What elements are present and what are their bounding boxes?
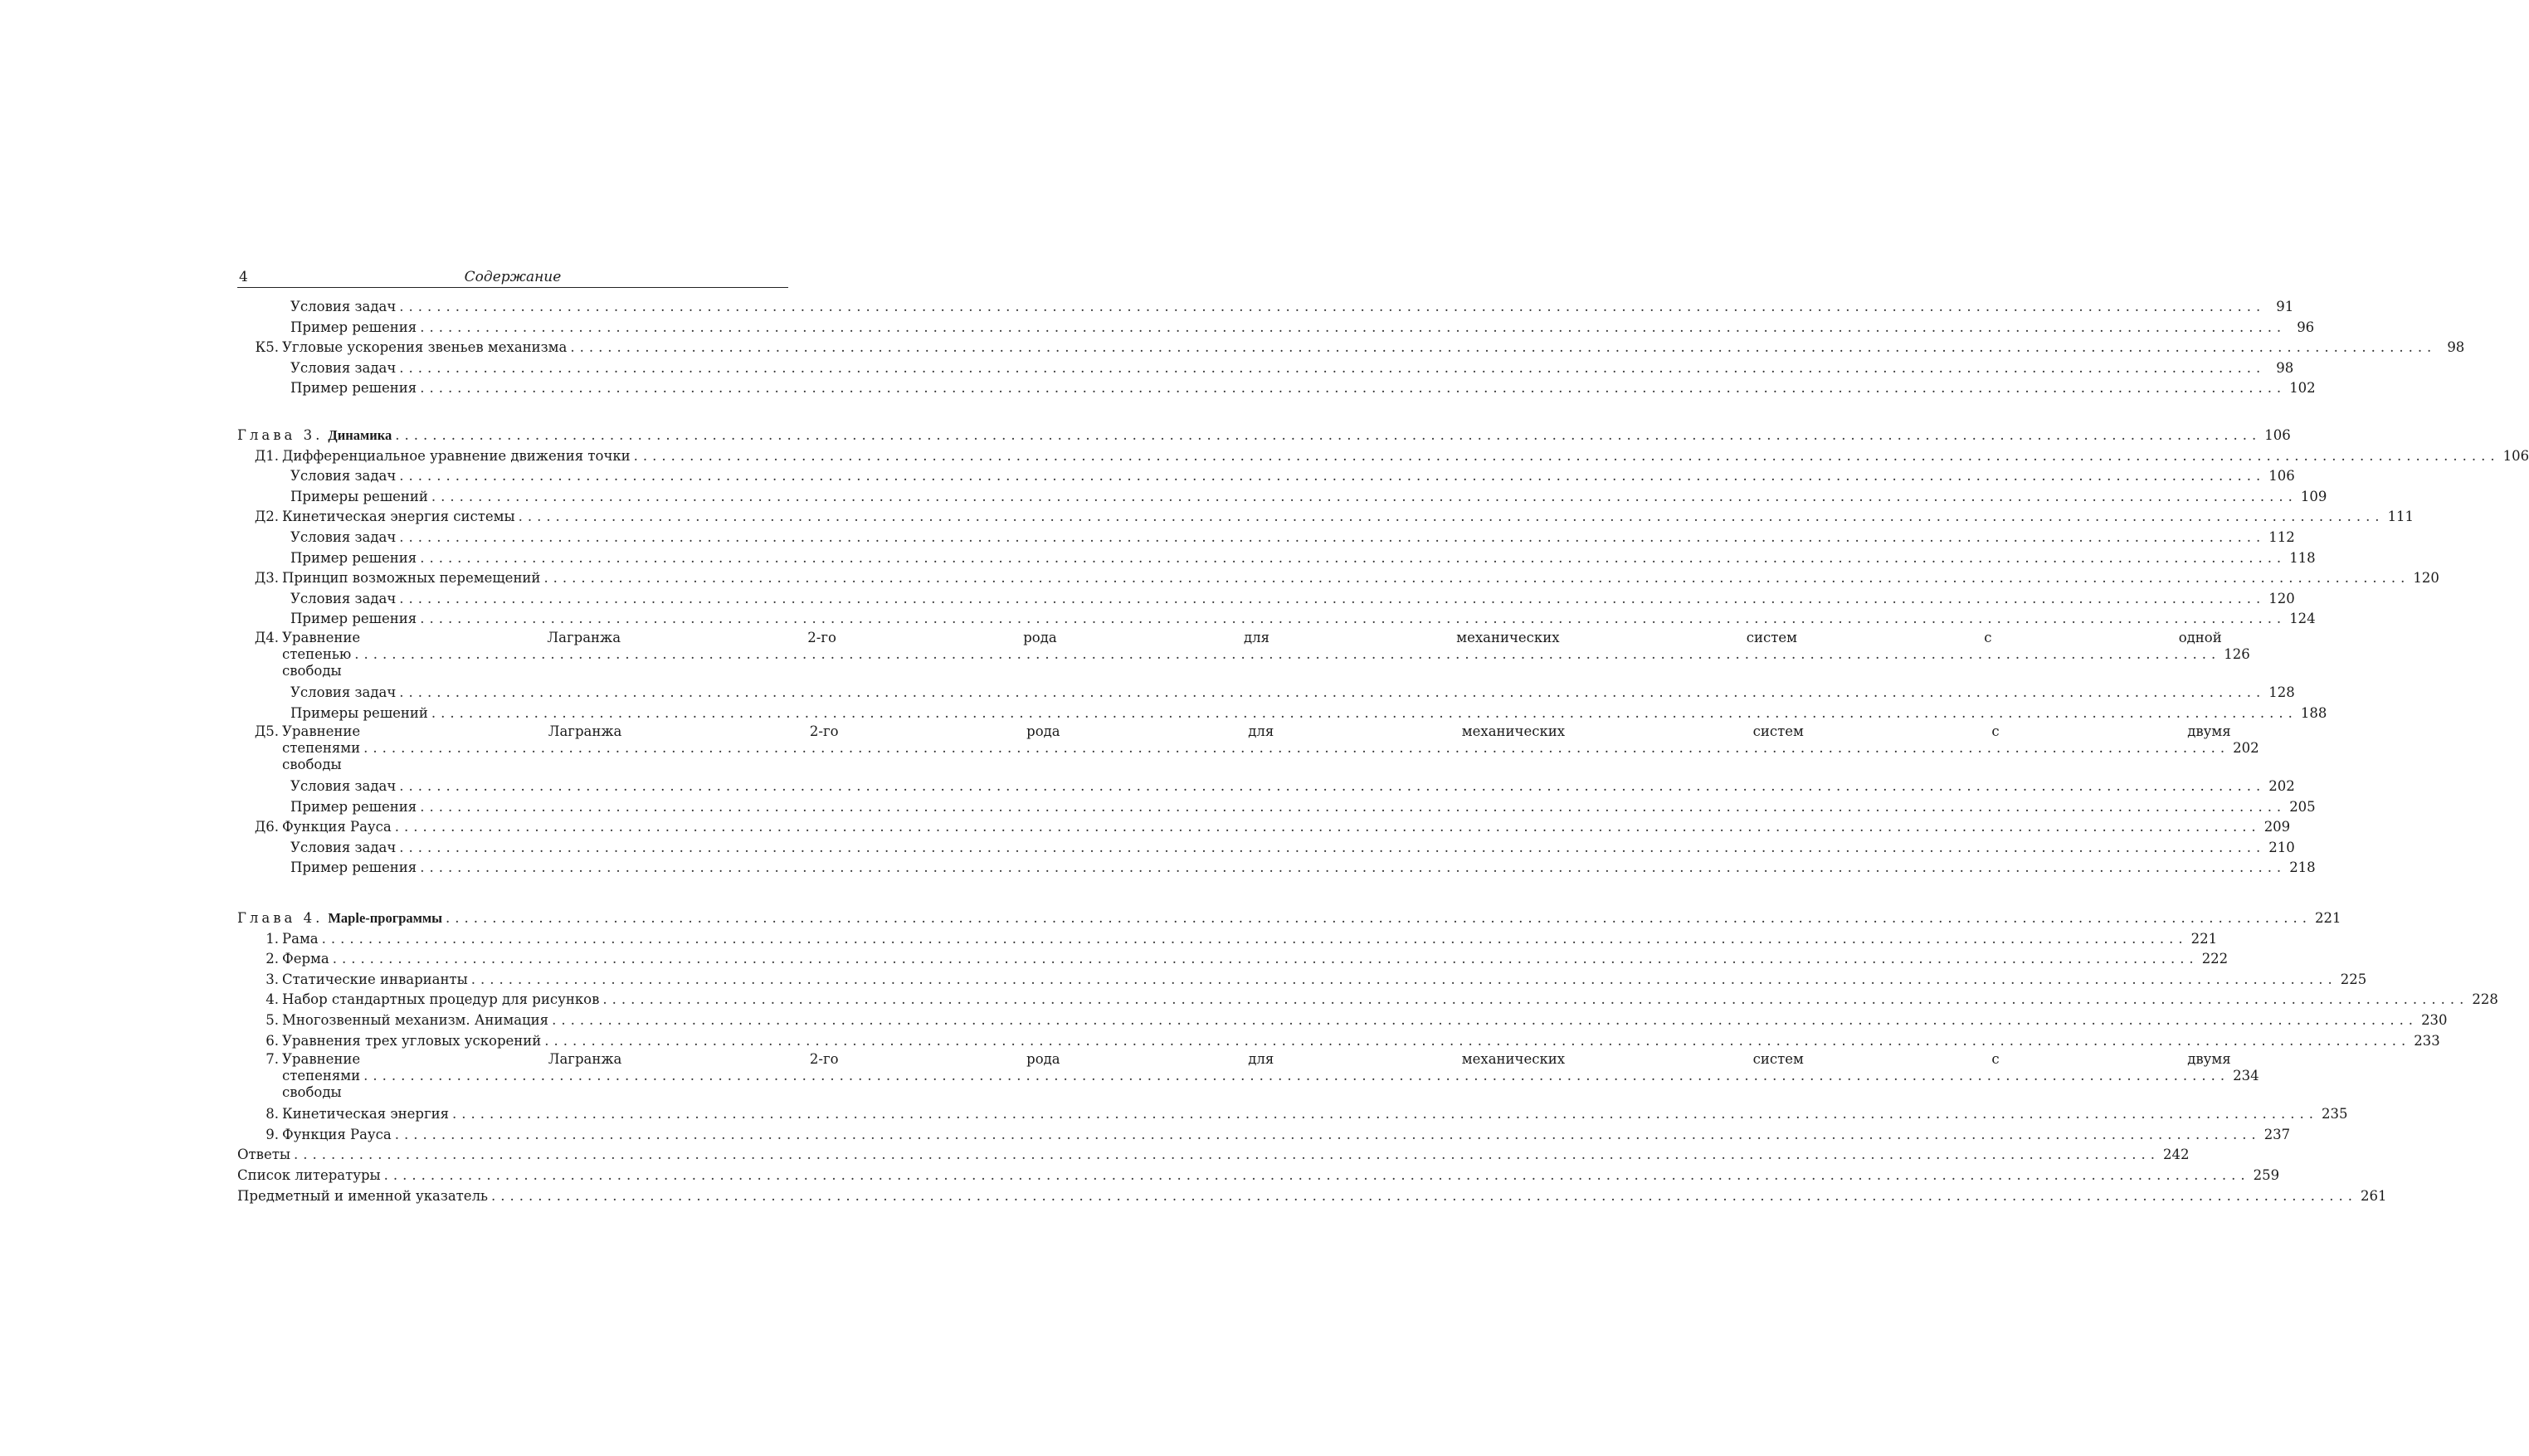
toc-entry-body — [282, 318, 2315, 338]
table-of-contents — [237, 297, 2529, 1206]
toc-entry-title: Примеры решений — [290, 704, 428, 721]
toc-entry[interactable] — [237, 568, 2439, 589]
toc-entry-page: 205 — [2289, 798, 2316, 815]
toc-entry[interactable] — [237, 908, 2341, 929]
toc-entry-title: Примеры решений — [290, 488, 428, 504]
toc-entry-body — [282, 949, 2229, 969]
toc-entry-page: 218 — [2289, 859, 2316, 876]
leader-dots: ........................................................................................................................................................................................................ — [544, 1032, 2411, 1049]
toc-entry[interactable] — [237, 858, 2316, 879]
toc-entry-page: 128 — [2268, 684, 2295, 700]
toc-entry-label: К5. — [255, 339, 279, 356]
toc-entry-body — [237, 1145, 2190, 1165]
toc-entry-page: 221 — [2190, 930, 2218, 947]
leader-dots: ........................................................................................................................................................................................................ — [445, 910, 2312, 927]
leader-dots: ........................................................................................................................................................................................................ — [491, 1187, 2358, 1204]
toc-entry[interactable] — [237, 507, 2414, 528]
toc-entry-page: 98 — [2276, 359, 2294, 376]
toc-entry-body — [282, 358, 2294, 378]
toc-entry-label: 2. — [266, 951, 279, 967]
toc-entry-body — [282, 466, 2295, 486]
toc-entry-body — [282, 338, 2465, 358]
toc-entry-label: Д2. — [254, 509, 279, 525]
toc-entry[interactable] — [237, 1031, 2440, 1052]
toc-entry-title: Ответы — [237, 1147, 290, 1163]
toc-entry-multiline — [282, 630, 2250, 679]
page-header — [237, 262, 788, 288]
toc-entry-body — [282, 838, 2295, 858]
toc-entry-body — [282, 723, 2259, 773]
toc-entry-body — [282, 817, 2291, 837]
leader-dots: ........................................................................................................................................................................................................ — [420, 549, 2287, 566]
toc-entry-page: 118 — [2289, 549, 2316, 566]
toc-entry-label: Д4. — [254, 629, 279, 645]
leader-dots: ........................................................................................................................................................................................................ — [420, 859, 2287, 876]
toc-entry[interactable] — [237, 358, 2294, 379]
toc-entry-title: Список литературы — [237, 1167, 381, 1183]
toc-entry[interactable] — [237, 466, 2295, 487]
toc-entry-body — [282, 858, 2316, 878]
leader-dots: ........................................................................................................................................................................................................ — [394, 819, 2261, 835]
toc-entry[interactable] — [237, 1145, 2190, 1166]
leader-dots: ........................................................................................................................................................................................................ — [321, 930, 2188, 947]
toc-entry-body — [282, 777, 2295, 796]
toc-entry-label: 1. — [266, 930, 279, 947]
toc-entry-title: Угловые ускорения звеньев механизма — [282, 339, 568, 356]
toc-entry-page: 228 — [2472, 991, 2498, 1008]
toc-entry-line2 — [282, 740, 2259, 773]
toc-entry-title: Условия задач — [290, 778, 397, 795]
toc-entry-title: Ферма — [282, 951, 329, 967]
toc-entry-title: Пример решения — [290, 611, 417, 627]
toc-entry-title: Рама — [282, 930, 319, 947]
toc-entry-page: 202 — [2233, 740, 2259, 757]
leader-dots: ........................................................................................................................................................................................................ — [570, 339, 2437, 356]
toc-entry[interactable] — [237, 683, 2295, 704]
leader-dots: ........................................................................................................................................................................................................ — [354, 645, 2221, 662]
leader-dots: ........................................................................................................................................................................................................ — [293, 1147, 2160, 1163]
toc-entry-title: Пример решения — [290, 549, 417, 566]
toc-entry-body — [282, 929, 2218, 949]
toc-entry[interactable] — [237, 548, 2316, 569]
toc-entry-page: 259 — [2253, 1167, 2280, 1183]
toc-entry-page: 221 — [2314, 910, 2341, 927]
toc-entry-body — [282, 970, 2367, 990]
toc-entry-page: 235 — [2321, 1106, 2348, 1122]
toc-entry-label: 4. — [266, 991, 279, 1008]
toc-entry[interactable] — [237, 589, 2295, 610]
leader-dots: ........................................................................................................................................................................................................ — [363, 740, 2230, 757]
leader-dots: ........................................................................................................................................................................................................ — [420, 380, 2287, 397]
page-number: 4 — [239, 269, 248, 285]
toc-entry-title: Условия задач — [290, 468, 397, 485]
toc-entry-page: 209 — [2263, 819, 2291, 835]
toc-entry-title: Условия задач — [290, 684, 397, 700]
toc-entry-label: 3. — [266, 971, 279, 987]
toc-entry-title: Пример решения — [290, 380, 417, 397]
toc-entry-body — [282, 589, 2295, 609]
toc-entry-title: Уравнения трех угловых ускорений — [282, 1032, 542, 1049]
toc-entry-body — [328, 908, 2341, 928]
toc-entry-body — [282, 1010, 2448, 1030]
toc-entry-page: 222 — [2201, 951, 2229, 967]
toc-entry-title: Многозвенный механизм. Анимация — [282, 1012, 549, 1029]
toc-entry-page: 120 — [2413, 570, 2439, 587]
toc-entry-body — [282, 528, 2295, 548]
toc-entry-title: Кинетическая энергия системы — [282, 509, 515, 525]
toc-entry-title: Кинетическая энергия — [282, 1106, 449, 1122]
toc-entry[interactable] — [237, 318, 2315, 338]
toc-entry-title: Уравнение Лагранжа 2-го рода для механических систем с двумя — [282, 1051, 2231, 1068]
toc-entry[interactable] — [237, 990, 2498, 1010]
leader-dots: ........................................................................................................................................................................................................ — [332, 951, 2199, 967]
toc-entry-page: 106 — [2264, 426, 2291, 443]
leader-dots: ........................................................................................................................................................................................................ — [363, 1068, 2230, 1084]
toc-entry-page: 106 — [2268, 468, 2295, 485]
toc-entry-body — [282, 297, 2294, 317]
leader-dots: ........................................................................................................................................................................................................ — [399, 359, 2266, 376]
toc-entry-title: Дифференциальное уравнение движения точки — [282, 447, 631, 464]
toc-entry-body — [282, 1104, 2348, 1124]
toc-entry-label: Д3. — [254, 570, 279, 587]
toc-entry-title: Maple-программы — [328, 910, 442, 927]
leader-dots: ........................................................................................................................................................................................................ — [602, 991, 2469, 1008]
toc-entry-body — [282, 1125, 2291, 1145]
toc-entry[interactable] — [237, 609, 2316, 630]
toc-entry[interactable] — [237, 1104, 2348, 1125]
leader-dots: ........................................................................................................................................................................................................ — [395, 426, 2262, 443]
toc-entry[interactable] — [237, 777, 2295, 797]
toc-entry-body — [282, 797, 2316, 817]
leader-dots: ........................................................................................................................................................................................................ — [420, 319, 2287, 335]
toc-entry-page: 242 — [2162, 1147, 2190, 1163]
toc-entry-title: Пример решения — [290, 798, 417, 815]
toc-entry-label: 8. — [266, 1106, 279, 1122]
leader-dots: ........................................................................................................................................................................................................ — [420, 611, 2287, 627]
toc-entry-body — [237, 1166, 2280, 1186]
toc-entry-label: Д1. — [254, 447, 279, 464]
running-title: Содержание — [464, 269, 562, 285]
toc-entry-multiline — [282, 1051, 2259, 1101]
toc-entry-title: Функция Рауса — [282, 1126, 392, 1142]
toc-entry-body — [282, 990, 2498, 1010]
toc-entry-body — [282, 1051, 2259, 1101]
toc-entry-body — [282, 548, 2316, 568]
leader-dots: ........................................................................................................................................................................................................ — [518, 509, 2385, 525]
toc-entry-page: 225 — [2340, 971, 2367, 987]
toc-entry-title: Пример решения — [290, 319, 417, 335]
toc-entry-page: 230 — [2421, 1012, 2448, 1029]
toc-entry[interactable] — [237, 629, 2250, 679]
toc-entry[interactable] — [237, 949, 2229, 970]
toc-entry-body — [282, 507, 2414, 527]
toc-entry-title-continued: степенями свободы — [282, 1068, 361, 1101]
toc-entry-page: 124 — [2289, 611, 2316, 627]
toc-entry-page: 106 — [2502, 447, 2529, 464]
toc-entry-title: Функция Рауса — [282, 819, 392, 835]
toc-entry-label: Д5. — [254, 723, 279, 740]
toc-entry-label: 9. — [266, 1126, 279, 1142]
leader-dots: ........................................................................................................................................................................................................ — [552, 1012, 2419, 1029]
toc-entry[interactable] — [237, 704, 2327, 724]
leader-dots: ........................................................................................................................................................................................................ — [543, 570, 2410, 587]
toc-entry-title-continued: степенью свободы — [282, 645, 352, 679]
toc-entry[interactable] — [237, 446, 2529, 467]
toc-entry-line2 — [282, 1068, 2259, 1101]
toc-entry-multiline — [282, 723, 2259, 773]
toc-entry[interactable] — [237, 1186, 2387, 1207]
leader-dots: ........................................................................................................................................................................................................ — [399, 299, 2266, 314]
leader-dots: ........................................................................................................................................................................................................ — [452, 1106, 2318, 1122]
toc-entry-title: Уравнение Лагранжа 2-го рода для механических систем с двумя — [282, 723, 2231, 740]
toc-entry-title: Условия задач — [290, 839, 397, 855]
toc-entry[interactable] — [237, 1125, 2291, 1146]
toc-entry-page: 237 — [2263, 1126, 2291, 1142]
toc-entry[interactable] — [237, 1166, 2280, 1186]
leader-dots: ........................................................................................................................................................................................................ — [383, 1167, 2250, 1183]
toc-entry-page: 202 — [2268, 778, 2295, 795]
toc-entry-page: 112 — [2268, 528, 2295, 545]
toc-entry-title: Набор стандартных процедур для рисунков — [282, 991, 600, 1008]
leader-dots: ........................................................................................................................................................................................................ — [420, 798, 2287, 815]
toc-entry[interactable] — [237, 838, 2295, 859]
toc-entry-title: Пример решения — [290, 859, 417, 876]
toc-entry-page: 102 — [2289, 380, 2316, 397]
leader-dots: ........................................................................................................................................................................................................ — [399, 528, 2266, 545]
toc-entry[interactable] — [237, 1051, 2259, 1101]
toc-entry-label: Глава 4. — [237, 910, 324, 927]
toc-entry-label: Глава 3. — [237, 426, 324, 443]
toc-entry-label: Д6. — [254, 819, 279, 835]
toc-entry-page: 98 — [2447, 339, 2465, 356]
toc-entry-title: Условия задач — [290, 359, 397, 376]
toc-entry-body — [282, 1031, 2440, 1051]
toc-entry[interactable] — [237, 797, 2316, 818]
toc-entry[interactable] — [237, 723, 2259, 773]
toc-entry-page: 234 — [2233, 1068, 2259, 1084]
toc-entry[interactable] — [237, 297, 2294, 318]
toc-entry[interactable] — [237, 970, 2367, 991]
toc-entry[interactable] — [237, 378, 2316, 399]
toc-entry-title: Принцип возможных перемещений — [282, 570, 541, 587]
leader-dots: ........................................................................................................................................................................................................ — [399, 590, 2266, 606]
leader-dots: ........................................................................................................................................................................................................ — [431, 488, 2298, 504]
toc-entry-page: 96 — [2297, 319, 2315, 335]
toc-entry-label: 6. — [266, 1032, 279, 1049]
toc-entry-title: Уравнение Лагранжа 2-го рода для механических систем с одной — [282, 629, 2222, 645]
toc-entry-title: Условия задач — [290, 299, 397, 314]
toc-entry[interactable] — [237, 817, 2291, 838]
toc-entry[interactable] — [237, 338, 2465, 358]
toc-entry-body — [237, 1186, 2387, 1206]
toc-entry-body — [282, 487, 2327, 507]
toc-entry-label: 7. — [266, 1051, 279, 1068]
toc-entry-label: 5. — [266, 1012, 279, 1029]
leader-dots: ........................................................................................................................................................................................................ — [399, 839, 2266, 855]
toc-entry-title: Условия задач — [290, 528, 397, 545]
leader-dots: ........................................................................................................................................................................................................ — [394, 1126, 2261, 1142]
toc-entry-line2 — [282, 646, 2250, 679]
toc-entry-page: 233 — [2414, 1032, 2440, 1049]
toc-entry[interactable] — [237, 426, 2291, 446]
toc-entry-title-continued: степенями свободы — [282, 740, 361, 773]
toc-entry-body — [282, 609, 2316, 629]
toc-entry-body — [282, 568, 2439, 588]
toc-entry-body — [282, 683, 2295, 703]
toc-entry-body — [282, 446, 2529, 466]
toc-entry[interactable] — [237, 1010, 2448, 1031]
toc-entry-page: 111 — [2387, 509, 2414, 525]
toc-entry-title: Условия задач — [290, 590, 397, 606]
toc-entry-body — [282, 629, 2250, 679]
toc-entry-body — [282, 704, 2327, 723]
toc-entry-page: 210 — [2268, 839, 2295, 855]
toc-entry-title: Статические инварианты — [282, 971, 468, 987]
leader-dots: ........................................................................................................................................................................................................ — [431, 704, 2298, 721]
toc-entry-page: 120 — [2268, 590, 2295, 606]
toc-entry-title: Предметный и именной указатель — [237, 1187, 489, 1204]
leader-dots: ........................................................................................................................................................................................................ — [633, 447, 2500, 464]
toc-entry-body — [282, 378, 2316, 398]
leader-dots: ........................................................................................................................................................................................................ — [399, 684, 2266, 700]
toc-entry-title: Динамика — [328, 426, 392, 443]
toc-entry-page: 261 — [2361, 1187, 2387, 1204]
toc-entry-page: 188 — [2300, 704, 2327, 721]
toc-entry-page: 91 — [2276, 299, 2294, 314]
leader-dots: ........................................................................................................................................................................................................ — [399, 468, 2266, 485]
leader-dots: ........................................................................................................................................................................................................ — [470, 971, 2337, 987]
toc-entry-page: 126 — [2224, 645, 2250, 662]
toc-entry[interactable] — [237, 487, 2327, 508]
toc-entry-body — [328, 426, 2291, 446]
toc-entry[interactable] — [237, 929, 2218, 950]
toc-entry[interactable] — [237, 528, 2295, 548]
leader-dots: ........................................................................................................................................................................................................ — [399, 778, 2266, 795]
toc-entry-page: 109 — [2300, 488, 2327, 504]
